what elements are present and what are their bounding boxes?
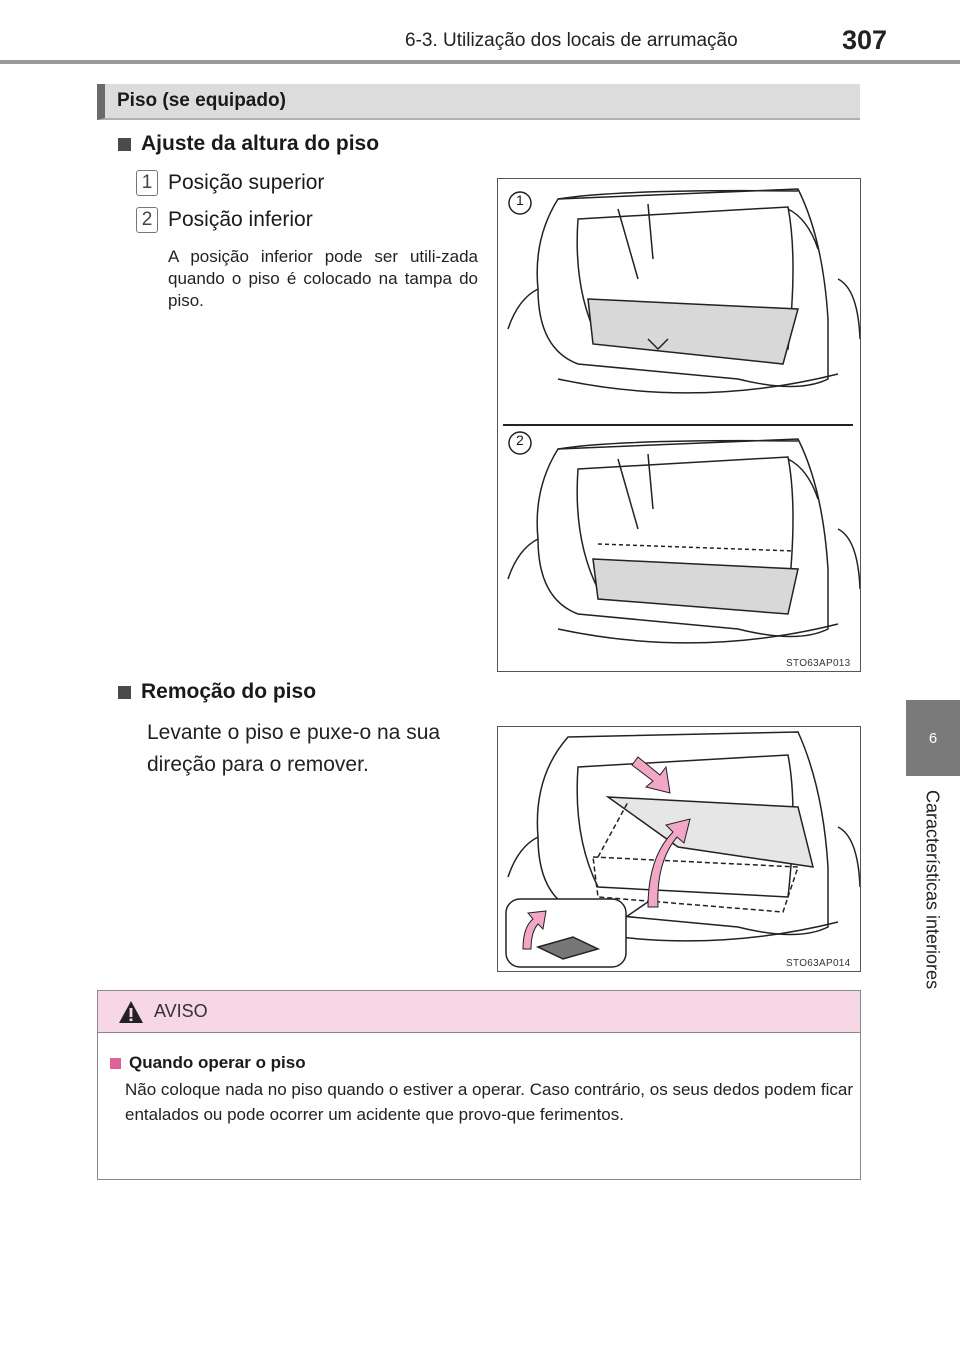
trunk-illustration [498, 179, 861, 672]
page-number: 307 [842, 25, 888, 55]
chapter-number: 6 [928, 729, 938, 747]
lower-position-note: A posição inferior pode ser utili-zada quando o piso é colocado na tampa do piso. [168, 247, 478, 310]
subheading-text: Remoção do piso [141, 680, 317, 703]
section-title-text: Piso (se equipado) [117, 90, 286, 111]
list-item-lower [136, 207, 313, 233]
header-rule [0, 60, 960, 64]
figure-code: STO63AP013 [786, 658, 851, 669]
warning-title: AVISO [154, 1001, 208, 1021]
item-number: 1 [136, 170, 158, 196]
warning-triangle-icon [118, 1000, 144, 1024]
square-bullet-icon [118, 686, 131, 699]
warning-subheading [110, 1053, 306, 1073]
chapter-tab [906, 700, 960, 776]
removal-instructions: Levante o piso e puxe-o na sua direção para o remover. [147, 721, 441, 776]
warning-header [98, 991, 860, 1033]
floor-removal-figure [497, 726, 861, 972]
subheading-text: Ajuste da altura do piso [141, 132, 380, 155]
item-label: Posição inferior [168, 208, 313, 231]
removal-illustration [498, 727, 861, 972]
figure-callout-1: 1 [516, 192, 524, 208]
square-bullet-icon [118, 138, 131, 151]
running-header: 6-3. Utilização dos locais de arrumação [405, 30, 738, 51]
item-label: Posição superior [168, 171, 325, 194]
warning-subheading-text: Quando operar o piso [129, 1053, 306, 1072]
section-title [97, 84, 860, 120]
warning-box [97, 990, 861, 1180]
warning-text: Não coloque nada no piso quando o estiver a operar. Caso contrário, os seus dedos podem ficar entalados ou pode ocorrer um acidente que provo-que ferimentos. [125, 1080, 853, 1124]
subheading-floor-removal [118, 680, 316, 704]
list-item-upper [136, 170, 324, 196]
chapter-label: Características interiores [922, 790, 943, 990]
item-number: 2 [136, 207, 158, 233]
figure-callout-2: 2 [516, 432, 524, 448]
floor-height-figure [497, 178, 861, 672]
subheading-floor-height [118, 132, 379, 156]
figure-code: STO63AP014 [786, 958, 851, 969]
square-bullet-icon [110, 1058, 121, 1069]
